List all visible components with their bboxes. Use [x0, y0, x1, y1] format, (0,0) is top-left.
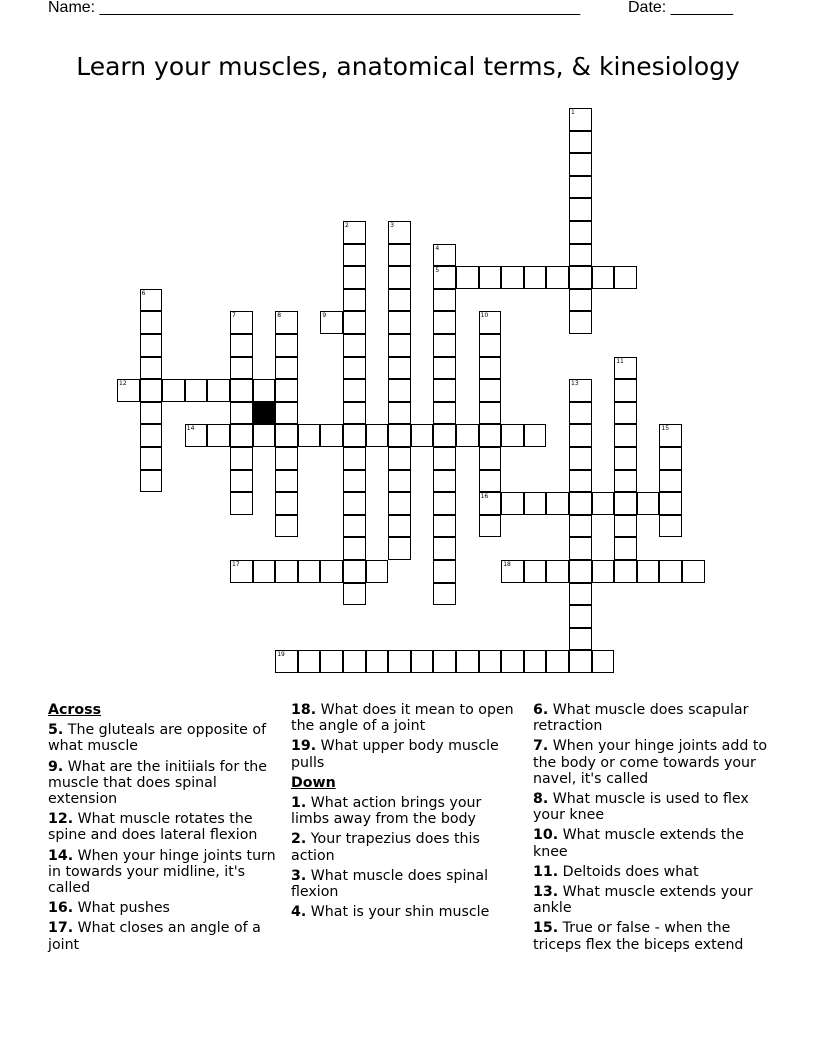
crossword-cell[interactable]: [343, 379, 366, 402]
clue-across-16: [48, 900, 276, 916]
crossword-cell[interactable]: [569, 628, 592, 651]
crossword-cell[interactable]: [388, 357, 411, 380]
clue-number: 5.: [48, 722, 64, 739]
clue-text: What pushes: [77, 900, 170, 917]
crossword-cell[interactable]: [343, 650, 366, 673]
clue-text: What muscle extends your ankle: [533, 884, 753, 917]
crossword-cell[interactable]: [569, 583, 592, 606]
crossword-cell[interactable]: [569, 447, 592, 470]
crossword-cell[interactable]: [140, 311, 163, 334]
crossword-cell[interactable]: [479, 650, 502, 673]
clue-number: 17.: [48, 920, 74, 937]
crossword-cell[interactable]: [501, 492, 524, 515]
crossword-cell[interactable]: [366, 424, 389, 447]
clue-text: What muscle is used to flex your knee: [533, 791, 749, 824]
clues-column-1: [48, 702, 276, 957]
crossword-cell[interactable]: [569, 605, 592, 628]
clue-text: What muscle does spinal flexion: [291, 867, 489, 901]
crossword-cell[interactable]: [298, 650, 321, 673]
crossword-cell[interactable]: [343, 357, 366, 380]
clue-down-6: [533, 702, 769, 734]
crossword-cell[interactable]: [366, 650, 389, 673]
crossword-cell[interactable]: [479, 424, 502, 447]
crossword-cell[interactable]: [366, 560, 389, 583]
crossword-cell[interactable]: [253, 424, 276, 447]
clues-column-2: [291, 702, 519, 924]
crossword-cell[interactable]: [388, 334, 411, 357]
clue-number: 15.: [533, 920, 559, 937]
clue-text: What muscle rotates the spine and does lateral flexion: [48, 811, 258, 844]
clue-down-4: [291, 904, 519, 920]
crossword-cell[interactable]: [524, 266, 547, 289]
clue-down-3: [291, 868, 519, 900]
clue-down-15: [533, 920, 769, 952]
crossword-cell[interactable]: [569, 424, 592, 447]
crossword-cell[interactable]: [569, 311, 592, 334]
crossword-cell[interactable]: [569, 650, 592, 673]
crossword-cell[interactable]: [433, 492, 456, 515]
clue-text: What are the initiials for the muscle that does spinal extension: [48, 758, 267, 808]
crossword-cell[interactable]: [501, 560, 524, 583]
crossword-cell[interactable]: [320, 650, 343, 673]
crossword-cell[interactable]: [343, 289, 366, 312]
crossword-cell[interactable]: [614, 515, 637, 538]
crossword-cell[interactable]: [569, 198, 592, 221]
crossword-cell[interactable]: [433, 470, 456, 493]
clue-number-label: 5: [435, 267, 440, 275]
crossword-cell[interactable]: [479, 515, 502, 538]
crossword-cell[interactable]: [614, 266, 637, 289]
crossword-cell[interactable]: [433, 311, 456, 334]
clue-down-7: [533, 738, 769, 787]
crossword-cell[interactable]: [433, 244, 456, 267]
crossword-cell[interactable]: [140, 379, 163, 402]
crossword-cell[interactable]: [275, 424, 298, 447]
crossword-cell[interactable]: [388, 470, 411, 493]
clue-number-label: 1: [571, 109, 575, 116]
crossword-cell[interactable]: [659, 560, 682, 583]
crossword-cell[interactable]: [275, 492, 298, 515]
crossword-cell[interactable]: [253, 379, 276, 402]
crossword-cell[interactable]: [140, 402, 163, 425]
clue-number-label: 3: [390, 222, 395, 229]
crossword-cell[interactable]: [659, 470, 682, 493]
clue-number-label: 10: [480, 312, 489, 320]
clue-text: True or false - when the triceps flex the biceps extend: [533, 920, 744, 953]
crossword-cell[interactable]: [433, 560, 456, 583]
crossword-cell[interactable]: [456, 424, 479, 447]
clue-across-12: [48, 811, 276, 843]
crossword-cell[interactable]: [230, 334, 253, 357]
crossword-cell[interactable]: [343, 424, 366, 447]
crossword-cell[interactable]: [140, 357, 163, 380]
crossword-cell[interactable]: [433, 515, 456, 538]
clue-number-label: 12: [119, 380, 127, 388]
crossword-cell[interactable]: [117, 379, 140, 402]
crossword-cell[interactable]: [275, 515, 298, 538]
clue-across-17: [48, 920, 276, 952]
crossword-cell[interactable]: [230, 311, 253, 334]
crossword-cell[interactable]: [569, 244, 592, 267]
crossword-cell[interactable]: [298, 560, 321, 583]
clue-text: What does it mean to open the angle of a joint: [291, 702, 514, 735]
crossword-cell[interactable]: [479, 334, 502, 357]
date-field-line: Date: _______: [628, 0, 733, 16]
clue-number: 2.: [291, 831, 307, 848]
crossword-cell[interactable]: [230, 424, 253, 447]
crossword-cell[interactable]: [388, 221, 411, 244]
crossword-cell[interactable]: [433, 266, 456, 289]
crossword-cell[interactable]: [275, 334, 298, 357]
clue-number-label: 11: [616, 357, 624, 365]
crossword-cell[interactable]: [140, 447, 163, 470]
crossword-cell[interactable]: [614, 560, 637, 583]
crossword-cell[interactable]: [682, 560, 705, 583]
crossword-cell[interactable]: [388, 289, 411, 312]
crossword-cell[interactable]: [433, 650, 456, 673]
crossword-cell[interactable]: [140, 289, 163, 312]
crossword-cell[interactable]: [207, 424, 230, 447]
crossword-cell[interactable]: [569, 221, 592, 244]
clue-down-13: [533, 884, 769, 916]
crossword-cell[interactable]: [343, 266, 366, 289]
crossword-cell[interactable]: [569, 266, 592, 289]
crossword-cell[interactable]: [275, 560, 298, 583]
clue-number-label: 15: [661, 425, 670, 433]
clue-number: 16.: [48, 900, 74, 917]
crossword-cell[interactable]: [569, 108, 592, 131]
crossword-cell[interactable]: [614, 424, 637, 447]
crossword-cell[interactable]: [162, 379, 185, 402]
crossword-cell[interactable]: [524, 492, 547, 515]
crossword-cell[interactable]: [501, 424, 524, 447]
crossword-cell[interactable]: [230, 357, 253, 380]
crossword-cell[interactable]: [479, 357, 502, 380]
crossword-cell[interactable]: [230, 492, 253, 515]
clue-number: 18.: [291, 702, 317, 718]
clue-number-label: 18: [503, 561, 511, 568]
crossword-cell[interactable]: [659, 492, 682, 515]
crossword-cell[interactable]: [433, 583, 456, 606]
crossword-cell[interactable]: [614, 379, 637, 402]
crossword-cell[interactable]: [388, 537, 411, 560]
crossword-cell[interactable]: [343, 470, 366, 493]
clue-across-9: [48, 759, 276, 808]
clue-across-19: [291, 738, 519, 770]
crossword-cell[interactable]: [343, 334, 366, 357]
clue-down-11: [533, 864, 769, 880]
crossword-cell[interactable]: [614, 402, 637, 425]
crossword-cell[interactable]: [592, 492, 615, 515]
crossword-cell[interactable]: [569, 560, 592, 583]
crossword-cell[interactable]: [479, 266, 502, 289]
clue-text: What muscle does scapular retraction: [533, 702, 749, 735]
crossword-cell[interactable]: [569, 402, 592, 425]
crossword-cell[interactable]: [388, 515, 411, 538]
down-heading: Down: [291, 774, 336, 791]
crossword-cell[interactable]: [275, 470, 298, 493]
crossword-cell[interactable]: [433, 289, 456, 312]
crossword-cell[interactable]: [275, 379, 298, 402]
crossword-cell[interactable]: [546, 560, 569, 583]
crossword-cell[interactable]: [569, 289, 592, 312]
crossword-cell[interactable]: [388, 266, 411, 289]
clue-text: What is your shin muscle: [310, 904, 490, 921]
clue-number: 12.: [48, 811, 74, 828]
clue-across-5: [48, 722, 276, 754]
crossword-cell[interactable]: [275, 311, 298, 334]
crossword-cell[interactable]: [546, 266, 569, 289]
crossword-cell[interactable]: [569, 379, 592, 402]
clue-across-14: [48, 848, 276, 897]
clue-number: 3.: [291, 867, 307, 884]
crossword-cell[interactable]: [614, 492, 637, 515]
crossword-cell[interactable]: [524, 424, 547, 447]
clue-down-8: [533, 791, 769, 823]
clue-number-label: 8: [277, 312, 282, 320]
crossword-cell[interactable]: [501, 266, 524, 289]
clue-text: What upper body muscle pulls: [291, 738, 499, 771]
crossword-cell[interactable]: [320, 560, 343, 583]
crossword-cell[interactable]: [343, 583, 366, 606]
clue-number: 1.: [291, 795, 307, 812]
clue-text: Your trapezius does this action: [291, 831, 480, 864]
crossword-cell[interactable]: [614, 537, 637, 560]
crossword-cell[interactable]: [230, 470, 253, 493]
crossword-cell[interactable]: [343, 537, 366, 560]
clue-number-label: 6: [141, 289, 146, 297]
crossword-cell[interactable]: [614, 447, 637, 470]
crossword-cell[interactable]: [411, 424, 434, 447]
crossword-cell[interactable]: [388, 650, 411, 673]
crossword-cell[interactable]: [479, 311, 502, 334]
clue-number: 4.: [291, 904, 307, 921]
crossword-cell[interactable]: [433, 402, 456, 425]
crossword-cell[interactable]: [185, 379, 208, 402]
clue-number: 19.: [291, 738, 317, 755]
page-title: Learn your muscles, anatomical terms, & kinesiology: [76, 52, 740, 81]
across-heading: Across: [48, 702, 102, 718]
crossword-cell[interactable]: [592, 650, 615, 673]
crossword-cell[interactable]: [569, 153, 592, 176]
clue-number: 13.: [533, 884, 559, 901]
clue-down-2: [291, 831, 519, 863]
crossword-cell[interactable]: [592, 560, 615, 583]
crossword-cell[interactable]: [501, 650, 524, 673]
crossword-cell[interactable]: [479, 470, 502, 493]
crossword-cell[interactable]: [614, 470, 637, 493]
crossword-cell[interactable]: [569, 537, 592, 560]
crossword-cell[interactable]: [433, 357, 456, 380]
crossword-cell[interactable]: [479, 379, 502, 402]
crossword-cell[interactable]: [569, 515, 592, 538]
crossword-cell[interactable]: [298, 424, 321, 447]
clue-text: When your hinge joints turn in towards your midline, it's called: [48, 847, 276, 897]
crossword-cell[interactable]: [140, 424, 163, 447]
crossword-cell[interactable]: [433, 447, 456, 470]
name-field-line: Name: ______________________________________________________: [48, 0, 581, 16]
clue-number-label: 16: [480, 493, 489, 501]
clues-column-3: [533, 702, 769, 957]
crossword-cell[interactable]: [320, 424, 343, 447]
crossword-cell[interactable]: [230, 560, 253, 583]
crossword-cell[interactable]: [479, 402, 502, 425]
crossword-cell[interactable]: [524, 560, 547, 583]
crossword-cell[interactable]: [388, 402, 411, 425]
crossword-cell[interactable]: [569, 470, 592, 493]
crossword-black-cell: [253, 402, 276, 425]
crossword-cell[interactable]: [230, 402, 253, 425]
crossword-cell[interactable]: [433, 424, 456, 447]
clue-text: What action brings your limbs away from the body: [291, 795, 482, 828]
crossword-cell[interactable]: [140, 470, 163, 493]
crossword-cell[interactable]: [343, 244, 366, 267]
crossword-cell[interactable]: [569, 492, 592, 515]
crossword-cell[interactable]: [569, 131, 592, 154]
crossword-cell[interactable]: [433, 379, 456, 402]
crossword-cell[interactable]: [140, 334, 163, 357]
crossword-cell[interactable]: [456, 650, 479, 673]
crossword-cell[interactable]: [230, 379, 253, 402]
crossword-cell[interactable]: [479, 492, 502, 515]
crossword-cell[interactable]: [524, 650, 547, 673]
crossword-cell[interactable]: [253, 560, 276, 583]
clue-text: Deltoids does what: [562, 863, 699, 880]
clue-down-1: [291, 795, 519, 827]
crossword-cell[interactable]: [456, 266, 479, 289]
crossword-cell[interactable]: [388, 379, 411, 402]
crossword-cell[interactable]: [659, 447, 682, 470]
crossword-cell[interactable]: [637, 560, 660, 583]
clue-number-label: 2: [345, 222, 349, 229]
clue-number: 10.: [533, 827, 559, 844]
crossword-cell[interactable]: [275, 650, 298, 673]
clue-number: 14.: [48, 847, 74, 864]
crossword-cell[interactable]: [546, 492, 569, 515]
clue-text: The gluteals are opposite of what muscle: [48, 722, 267, 755]
crossword-cell[interactable]: [343, 560, 366, 583]
crossword-cell[interactable]: [207, 379, 230, 402]
crossword-cell[interactable]: [388, 492, 411, 515]
crossword-cell[interactable]: [569, 176, 592, 199]
clue-number-label: 13: [571, 380, 579, 388]
clue-number-label: 17: [232, 561, 240, 568]
clue-number: 8.: [533, 791, 549, 808]
crossword-cell[interactable]: [637, 492, 660, 515]
crossword-cell[interactable]: [185, 424, 208, 447]
crossword-cell[interactable]: [592, 266, 615, 289]
clue-number-label: 7: [232, 312, 236, 320]
clue-number: 7.: [533, 738, 549, 755]
clue-number: 11.: [533, 863, 559, 880]
crossword-cell[interactable]: [659, 515, 682, 538]
crossword-cell[interactable]: [614, 357, 637, 380]
clue-number-label: 4: [435, 244, 440, 252]
crossword-cell[interactable]: [388, 424, 411, 447]
clue-text: What muscle extends the knee: [533, 827, 744, 860]
crossword-cell[interactable]: [433, 334, 456, 357]
clue-number-label: 14: [186, 425, 195, 433]
crossword-cell[interactable]: [230, 447, 253, 470]
clue-number-label: 19: [277, 651, 285, 659]
crossword-cell[interactable]: [388, 447, 411, 470]
clue-text: When your hinge joints add to the body or come towards your navel, it's called: [533, 738, 768, 787]
crossword-cell[interactable]: [411, 650, 434, 673]
crossword-cell[interactable]: [320, 311, 343, 334]
crossword-cell[interactable]: [275, 402, 298, 425]
clue-down-10: [533, 827, 769, 859]
crossword-cell[interactable]: [343, 515, 366, 538]
crossword-cell[interactable]: [275, 357, 298, 380]
crossword-cell[interactable]: [388, 244, 411, 267]
crossword-cell[interactable]: [343, 221, 366, 244]
crossword-cell[interactable]: [343, 311, 366, 334]
crossword-cell[interactable]: [275, 447, 298, 470]
clue-across-18: [291, 702, 519, 734]
clue-number: 9.: [48, 758, 64, 775]
crossword-cell[interactable]: [343, 402, 366, 425]
crossword-cell[interactable]: [343, 492, 366, 515]
crossword-cell[interactable]: [343, 447, 366, 470]
clue-number-label: 9: [322, 312, 327, 320]
clue-number: 6.: [533, 702, 549, 718]
crossword-cell[interactable]: [659, 424, 682, 447]
crossword-cell[interactable]: [546, 650, 569, 673]
crossword-cell[interactable]: [479, 447, 502, 470]
crossword-cell[interactable]: [433, 537, 456, 560]
clue-text: What closes an angle of a joint: [48, 920, 261, 953]
crossword-cell[interactable]: [388, 311, 411, 334]
